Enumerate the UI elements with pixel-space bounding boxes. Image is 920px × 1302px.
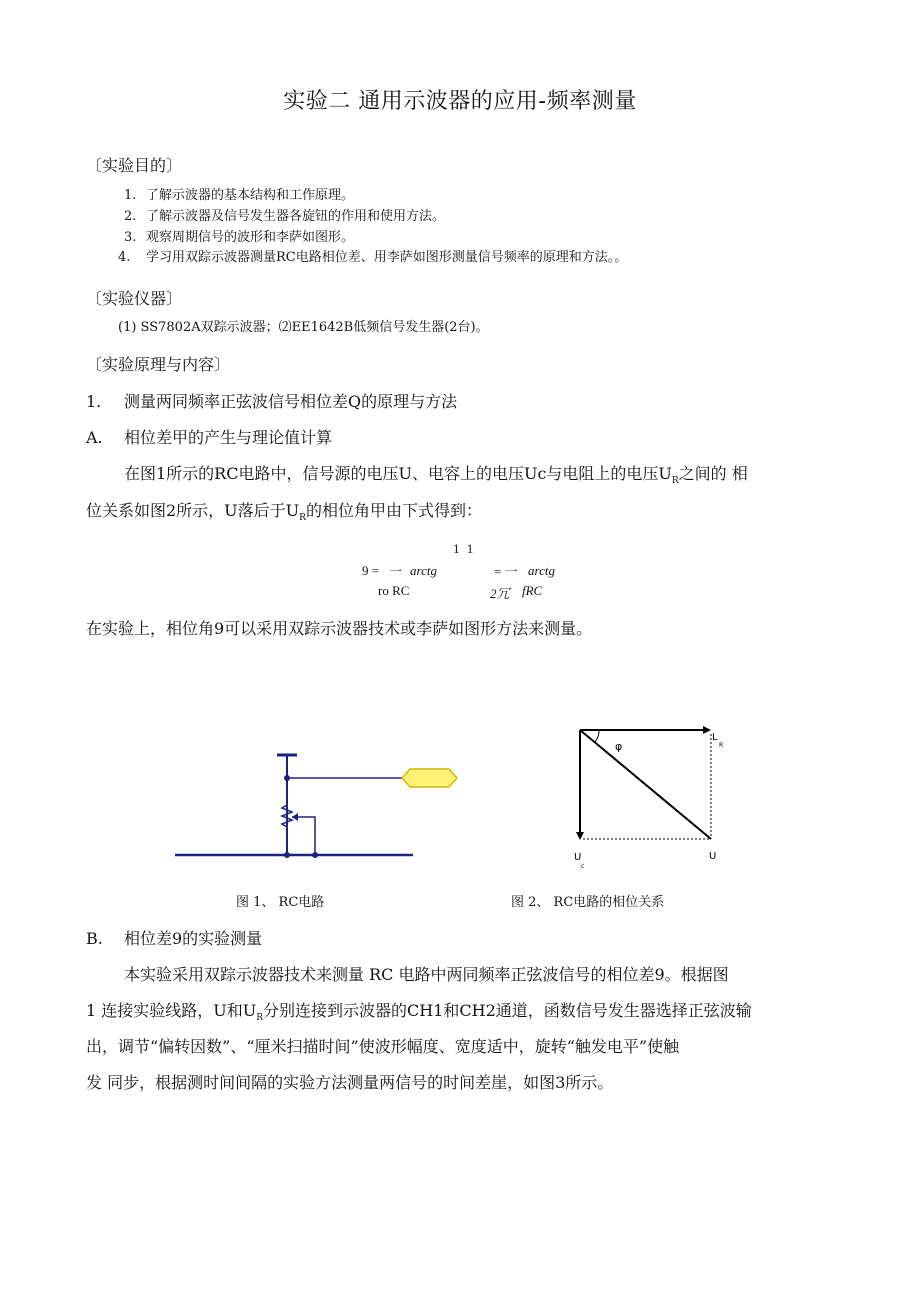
item-text: 测量两同频率正弦波信号相位差Q的原理与方法	[124, 392, 458, 411]
formula-lhs: 9 =	[362, 563, 380, 578]
junction-dot-bottom-right	[312, 852, 318, 858]
junction-dot-top	[284, 775, 290, 781]
formula-numerators: 1 1	[453, 541, 476, 556]
purpose-heading: 〔实验目的〕	[86, 156, 183, 175]
ur-label: L	[712, 732, 718, 743]
purpose-item-1	[124, 184, 354, 203]
formula-denominator-1: ro RC	[378, 583, 410, 598]
signal-connector-icon	[402, 769, 457, 787]
instruments-text: (1) SS7802A双踪示波器；⑵EE1642B低频信号发生器(2台)。	[118, 320, 489, 335]
purpose-item-text: 了解示波器及信号发生器各旋钮的作用和使用方法。	[146, 209, 446, 224]
purpose-item-num: 1.	[124, 188, 137, 203]
wiper-wire	[292, 817, 315, 855]
subsection-a	[86, 425, 332, 448]
junction-dot-bottom-left	[284, 852, 290, 858]
ur-arrow-icon	[703, 726, 711, 734]
text-run: 之间的 相	[678, 464, 748, 483]
paragraph-b-line-2	[86, 998, 752, 1023]
purpose-item-2	[124, 205, 445, 224]
rc-circuit-figure	[170, 745, 460, 870]
text-run: 在图1所示的RC电路中，信号源的电压U、电容上的电压Uc与电阻上的电压U	[124, 464, 672, 483]
u-label: U	[709, 851, 717, 862]
paragraph-a-line-1	[124, 461, 748, 486]
u-vector	[580, 730, 711, 839]
purpose-item-3	[124, 226, 354, 245]
purpose-item-num: 2.	[124, 209, 137, 224]
text-run: 分别连接到示波器的CH1和CH2通道，函数信号发生器选择正弦波输	[263, 1001, 752, 1020]
text-run: 位关系如图2所示，U落后于U	[86, 501, 300, 520]
principle-heading: 〔实验原理与内容〕	[86, 355, 231, 374]
subscript: R	[671, 476, 679, 487]
subsection-letter: A.	[86, 428, 103, 447]
phase-relation-figure	[565, 722, 735, 872]
figure-2-caption: 图 2、 RC电路的相位关系	[511, 895, 665, 910]
formula-arctg-2: arctg	[528, 563, 555, 578]
formula-denominator-2b: fRC	[522, 583, 543, 598]
principle-item-1	[86, 389, 457, 412]
formula-eq-2: = 一	[494, 564, 518, 579]
uc-label: U	[574, 852, 582, 863]
subsection-letter: B.	[86, 929, 103, 948]
subsection-title: 相位差甲的产生与理论值计算	[124, 428, 333, 447]
ur-label-sub: R	[719, 742, 724, 749]
paragraph-a-line-2	[86, 498, 482, 523]
text-run: 的相位角甲由下式得到：	[305, 501, 482, 520]
subsection-b	[86, 926, 262, 949]
text-run: 1 连接实验线路，U和U	[86, 1001, 257, 1020]
purpose-item-text: 学习用双踪示波器测量RC电路相位差、用李萨如图形测量信号频率的原理和方法。。	[146, 250, 628, 265]
phi-label: φ	[615, 740, 623, 753]
figure-1-caption: 图 1、 RC电路	[236, 895, 325, 910]
paragraph-b-line-1: 本实验采用双踪示波器技术来测量 RC 电路中两同频率正弦波信号的相位差9。根据图	[124, 965, 729, 984]
subscript: R	[256, 1013, 264, 1024]
after-formula-text: 在实验上，相位角9可以采用双踪示波器技术或李萨如图形方法来测量。	[86, 619, 593, 638]
formula-dash-1: 一	[389, 564, 403, 579]
purpose-item-num: 3.	[124, 230, 137, 245]
purpose-item-text: 了解示波器的基本结构和工作原理。	[146, 188, 355, 203]
subsection-title: 相位差9的实验测量	[124, 929, 263, 948]
item-number: 1.	[86, 392, 102, 411]
subscript: R	[299, 513, 306, 524]
purpose-item-4	[118, 246, 627, 265]
paragraph-b-line-4: 发 同步，根据测时间间隔的实验方法测量两信号的时间差崖，如图3所示。	[86, 1073, 614, 1092]
uc-label-sub: c	[581, 863, 585, 870]
formula-arctg-1: arctg	[410, 563, 437, 578]
page-title: 实验二 通用示波器的应用-频率测量	[283, 89, 637, 114]
uc-arrow-icon	[576, 832, 584, 840]
purpose-item-num: 4.	[118, 250, 131, 265]
purpose-item-text: 观察周期信号的波形和李萨如图形。	[146, 230, 355, 245]
formula-denominator-2a: 2冗	[490, 586, 510, 601]
paragraph-b-line-3: 出，调节“偏转因数”、“厘米扫描时间”使波形幅度、宽度适中，旋转“触发电平”使触	[86, 1037, 680, 1056]
phase-angle-arc	[595, 730, 599, 742]
instruments-heading: 〔实验仪器〕	[86, 289, 183, 308]
